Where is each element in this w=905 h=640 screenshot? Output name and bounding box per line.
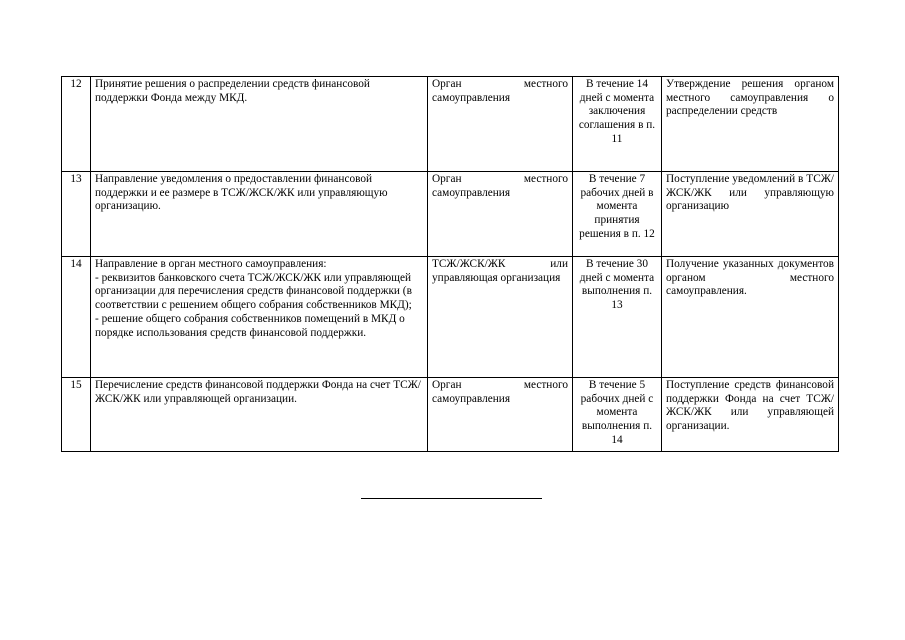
row-number: 12 bbox=[62, 77, 91, 172]
term-cell: В течение 5 рабочих дней с момента выполнения п. 14 bbox=[573, 378, 662, 452]
action-text: Направление уведомления о предоставлении финансовой поддержки и ее размере в ТСЖ/ЖСК/ЖК или управляющую организацию. bbox=[95, 173, 388, 213]
action-text: Направление в орган местного самоуправления: bbox=[95, 258, 327, 270]
action-cell bbox=[91, 77, 428, 172]
term-cell: В течение 30 дней с момента выполнения п. 13 bbox=[573, 257, 662, 378]
table-row bbox=[62, 77, 839, 172]
action-text: - реквизитов банковского счета ТСЖ/ЖСК/ЖК или управляющей организации для перечисления средств финансовой поддержки (в соответствии с решением общего собрания собственников МКД); bbox=[95, 271, 412, 312]
term-cell: В течение 14 дней с момента заключения соглашения в п. 11 bbox=[573, 77, 662, 172]
row-number: 13 bbox=[62, 172, 91, 257]
result-cell: Получение указанных документов органом местного самоуправления. bbox=[662, 257, 839, 378]
action-text: Принятие решения о распределении средств финансовой поддержки Фонда между МКД. bbox=[95, 78, 370, 104]
responsible-cell: Орган местного самоуправления bbox=[428, 378, 573, 452]
action-cell bbox=[91, 172, 428, 257]
action-cell bbox=[91, 378, 428, 452]
term-cell: В течение 7 рабочих дней в момента принятия решения в п. 12 bbox=[573, 172, 662, 257]
result-cell: Поступление уведомлений в ТСЖ/ЖСК/ЖК или управляющую организацию bbox=[662, 172, 839, 257]
table-row bbox=[62, 257, 839, 378]
action-cell bbox=[91, 257, 428, 378]
table-row bbox=[62, 378, 839, 452]
separator-line bbox=[361, 498, 542, 499]
result-cell: Поступление средств финансовой поддержки Фонда на счет ТСЖ/ЖСК/ЖК или управляющей организации. bbox=[662, 378, 839, 452]
procedure-table bbox=[61, 76, 839, 452]
responsible-cell: Орган местного самоуправления bbox=[428, 77, 573, 172]
row-number: 14 bbox=[62, 257, 91, 378]
row-number: 15 bbox=[62, 378, 91, 452]
action-text: - решение общего собрания собственников помещений в МКД о порядке использования средств финансовой поддержки. bbox=[95, 312, 405, 339]
action-text: Перечисление средств финансовой поддержки Фонда на счет ТСЖ/ЖСК/ЖК или управляющей организации. bbox=[95, 379, 421, 405]
table-row bbox=[62, 172, 839, 257]
responsible-cell: Орган местного самоуправления bbox=[428, 172, 573, 257]
responsible-cell: ТСЖ/ЖСК/ЖК или управляющая организация bbox=[428, 257, 573, 378]
result-cell: Утверждение решения органом местного самоуправления о распределении средств bbox=[662, 77, 839, 172]
